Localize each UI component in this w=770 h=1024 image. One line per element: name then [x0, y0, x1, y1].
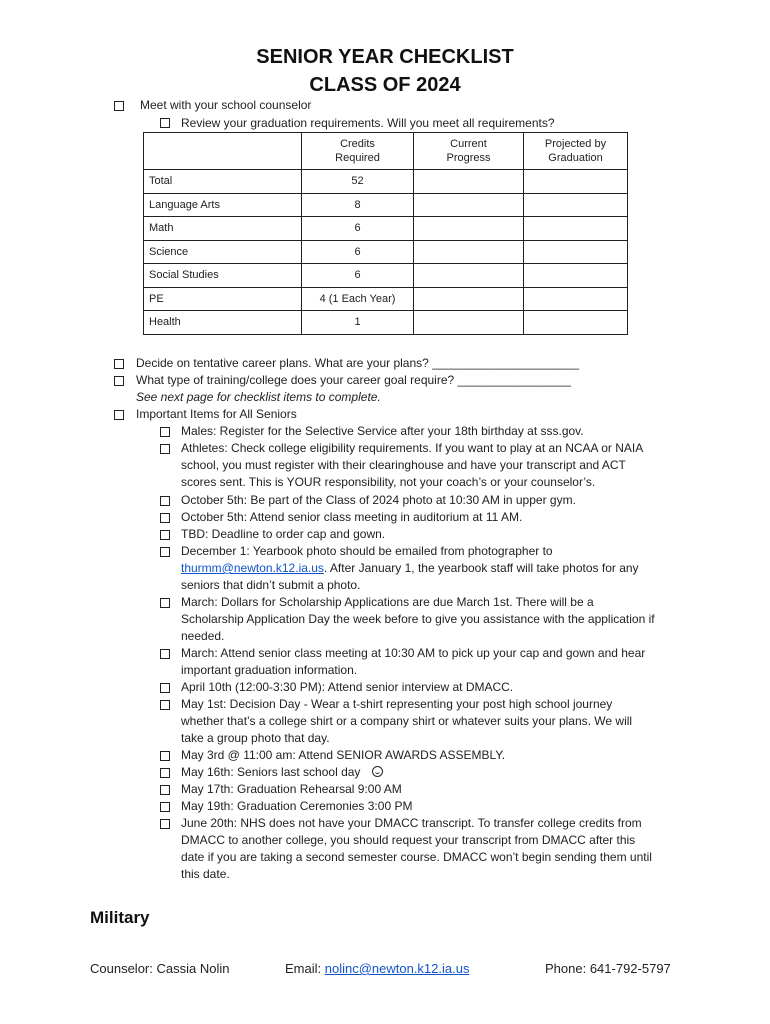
item-may17: May 17th: Graduation Rehearsal 9:00 AM	[181, 782, 402, 796]
cell-current[interactable]	[414, 311, 524, 335]
item-may1-line3: take a group photo that day.	[181, 731, 330, 745]
header-current-1: Current	[450, 138, 487, 150]
checkbox-may3[interactable]	[160, 751, 170, 761]
item-june20-line4: this date.	[181, 867, 230, 881]
yearbook-email-link[interactable]: thurmm@newton.k12.ia.us	[181, 561, 324, 575]
item-males: Males: Register for the Selective Service after your 18th birthday at sss.gov.	[181, 424, 584, 438]
checkbox-may19[interactable]	[160, 802, 170, 812]
item-may1-line2: whether that’s a college shirt or a company shirt or whatever suits your plans. We will	[181, 714, 633, 728]
footer-email-label: Email:	[285, 961, 325, 976]
item-march-meeting-line2: important graduation information.	[181, 663, 358, 677]
checkbox-june20[interactable]	[160, 819, 170, 829]
table-row	[144, 240, 628, 264]
checkbox-review[interactable]	[160, 118, 170, 128]
cell-projected[interactable]	[524, 170, 628, 194]
item-dec1-line2	[181, 560, 639, 577]
cell-credits: 52	[302, 170, 414, 194]
header-current-2: Progress	[446, 152, 491, 164]
item-march-scholarship-line2: Scholarship Application Day the week before to give you assistance with the application if	[181, 612, 655, 626]
cell-subject: Science	[144, 240, 302, 264]
cell-projected[interactable]	[524, 240, 628, 264]
item-may3: May 3rd @ 11:00 am: Attend SENIOR AWARDS ASSEMBLY.	[181, 748, 506, 762]
item-athletes-line2: school, you must register with their clearinghouse and have your transcript and ACT	[181, 458, 626, 472]
header-current	[414, 133, 524, 170]
item-dec1-line1: December 1: Yearbook photo should be emailed from photographer to	[181, 544, 553, 558]
item-june20-line2: DMACC to another college, you should request your transcript from DMACC after this	[181, 833, 636, 847]
item-dec1-line3: seniors that didn’t submit a photo.	[181, 578, 361, 592]
cell-projected[interactable]	[524, 217, 628, 241]
checkbox-march-meeting[interactable]	[160, 649, 170, 659]
item-dec1-line2-text: . After January 1, the yearbook staff will take photos for any	[323, 561, 639, 575]
item-oct5-photo: October 5th: Be part of the Class of 2024 photo at 10:30 AM in upper gym.	[181, 493, 576, 507]
checkbox-may17[interactable]	[160, 785, 170, 795]
cell-subject: Total	[144, 170, 302, 194]
item-career-plans: Decide on tentative career plans. What are your plans? ______________________	[136, 356, 579, 370]
table-row	[144, 264, 628, 288]
item-march-scholarship-line3: needed.	[181, 629, 225, 643]
checkbox-april[interactable]	[160, 683, 170, 693]
cell-current[interactable]	[414, 217, 524, 241]
item-june20-line3: date if you are taking a second semester course. DMACC won’t begin sending them until	[181, 850, 652, 864]
item-april: April 10th (12:00-3:30 PM): Attend senior interview at DMACC.	[181, 680, 514, 694]
cell-subject: PE	[144, 287, 302, 311]
header-credits	[302, 133, 414, 170]
title-line-1: SENIOR YEAR CHECKLIST	[256, 46, 514, 68]
smiley-icon	[372, 766, 383, 777]
item-march-meeting-line1: March: Attend senior class meeting at 10:30 AM to pick up your cap and gown and hear	[181, 646, 646, 660]
checkbox-training[interactable]	[114, 376, 124, 386]
cell-projected[interactable]	[524, 287, 628, 311]
checkbox-oct5-photo[interactable]	[160, 496, 170, 506]
item-march-scholarship-line1: March: Dollars for Scholarship Applications are due March 1st. There will be a	[181, 595, 594, 609]
item-athletes-line1: Athletes: Check college eligibility requirements. If you want to play at an NCAA or NAIA	[181, 441, 644, 455]
checkbox-career-plans[interactable]	[114, 359, 124, 369]
cell-subject: Language Arts	[144, 193, 302, 217]
table-row	[144, 170, 628, 194]
item-review: Review your graduation requirements. Will you meet all requirements?	[181, 116, 555, 130]
header-projected	[524, 133, 628, 170]
checkbox-march-scholarship[interactable]	[160, 598, 170, 608]
checkbox-athletes[interactable]	[160, 444, 170, 454]
checkbox-oct5-meeting[interactable]	[160, 513, 170, 523]
header-credits-1: Credits	[340, 138, 375, 150]
header-subject	[144, 133, 302, 170]
item-oct5-meeting: October 5th: Attend senior class meeting in auditorium at 11 AM.	[181, 510, 523, 524]
header-credits-2: Required	[335, 152, 380, 164]
item-athletes-line3: scores sent. This is YOUR responsibility, not your coach’s or your counselor’s.	[181, 475, 596, 489]
cell-current[interactable]	[414, 170, 524, 194]
table-row	[144, 193, 628, 217]
military-heading: Military	[90, 908, 150, 927]
item-june20-line1: June 20th: NHS does not have your DMACC transcript. To transfer college credits from	[181, 816, 642, 830]
cell-credits: 6	[302, 264, 414, 288]
table-row	[144, 311, 628, 335]
cell-subject: Social Studies	[144, 264, 302, 288]
checkbox-tbd[interactable]	[160, 530, 170, 540]
counselor-email-link[interactable]: nolinc@newton.k12.ia.us	[324, 961, 470, 976]
cell-subject: Math	[144, 217, 302, 241]
header-projected-2: Graduation	[548, 152, 603, 164]
header-projected-1: Projected by	[544, 138, 607, 150]
cell-credits: 4 (1 Each Year)	[302, 287, 414, 311]
checkbox-males[interactable]	[160, 427, 170, 437]
checkbox-may16[interactable]	[160, 768, 170, 778]
item-may16-text: May 16th: Seniors last school day	[181, 765, 361, 779]
item-important: Important Items for All Seniors	[136, 407, 297, 421]
table-header-row	[144, 133, 628, 170]
checkbox-counselor[interactable]	[114, 101, 124, 111]
cell-subject: Health	[144, 311, 302, 335]
cell-current[interactable]	[414, 193, 524, 217]
cell-current[interactable]	[414, 264, 524, 288]
item-counselor: Meet with your school counselor	[140, 98, 312, 112]
table-row	[144, 287, 628, 311]
table-row	[144, 217, 628, 241]
checkbox-dec1[interactable]	[160, 547, 170, 557]
footer-counselor: Counselor: Cassia Nolin	[90, 961, 230, 976]
checkbox-important[interactable]	[114, 410, 124, 420]
item-tbd: TBD: Deadline to order cap and gown.	[181, 527, 386, 541]
item-may16	[181, 764, 383, 781]
cell-projected[interactable]	[524, 193, 628, 217]
cell-projected[interactable]	[524, 311, 628, 335]
cell-projected[interactable]	[524, 264, 628, 288]
cell-current[interactable]	[414, 287, 524, 311]
credits-table	[143, 132, 628, 335]
cell-credits: 6	[302, 217, 414, 241]
item-may1-line1: May 1st: Decision Day - Wear a t-shirt representing your post high school journey	[181, 697, 613, 711]
item-training: What type of training/college does your career goal require? _________________	[136, 373, 571, 387]
cell-credits: 6	[302, 240, 414, 264]
cell-credits: 8	[302, 193, 414, 217]
title-line-2: CLASS OF 2024	[309, 74, 461, 96]
cell-current[interactable]	[414, 240, 524, 264]
footer-email	[285, 961, 469, 976]
see-next-page-note: See next page for checklist items to complete.	[136, 390, 381, 404]
checkbox-may1[interactable]	[160, 700, 170, 710]
item-may19: May 19th: Graduation Ceremonies 3:00 PM	[181, 799, 413, 813]
cell-credits: 1	[302, 311, 414, 335]
footer-phone: Phone: 641-792-5797	[545, 961, 671, 976]
